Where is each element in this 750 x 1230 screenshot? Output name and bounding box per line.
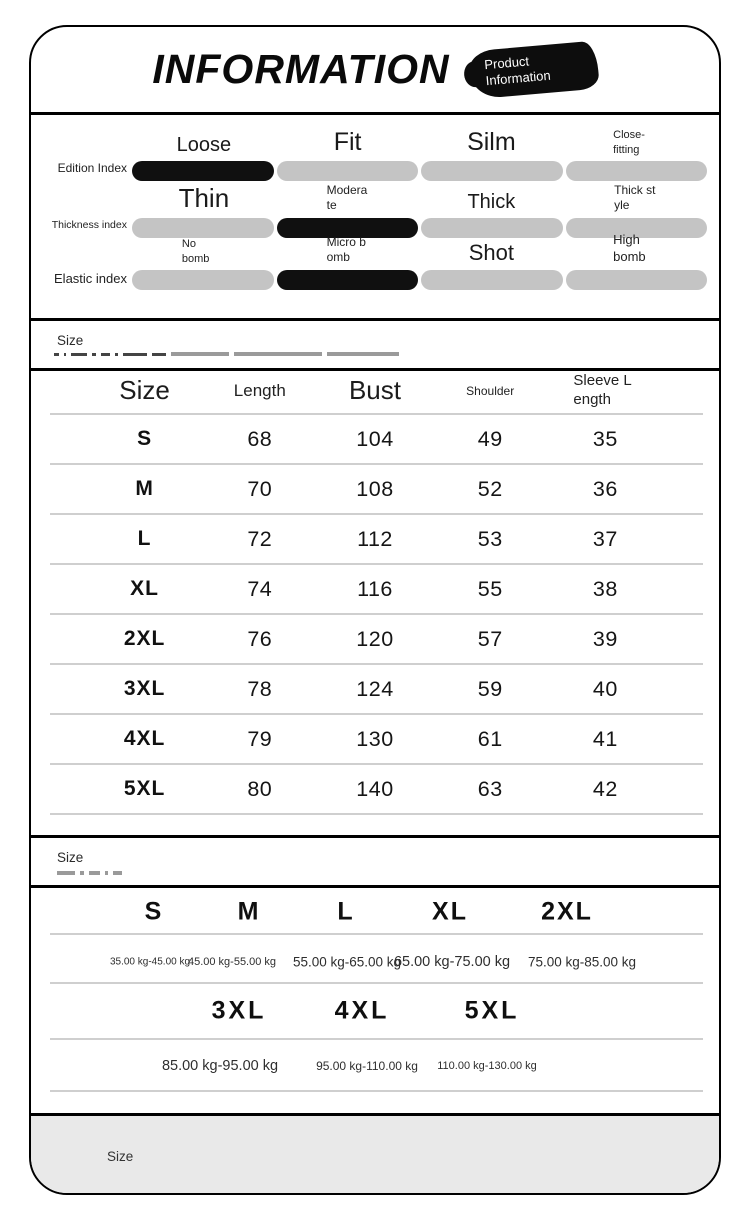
option-label: Thick style xyxy=(614,182,656,213)
table-row xyxy=(87,515,663,563)
thickness-index-label: Thickness index xyxy=(51,219,127,231)
index-bar xyxy=(132,270,274,290)
length-cell: 76 xyxy=(247,626,273,651)
shoulder-cell: 57 xyxy=(477,626,503,651)
weight-size-label: S xyxy=(144,897,164,926)
index-bar xyxy=(566,270,708,290)
column-header: Sleeve Length xyxy=(573,371,632,408)
header xyxy=(31,27,719,112)
weight-range: 55.00 kg-65.00 kg xyxy=(292,954,402,970)
weight-size-label: 4XL xyxy=(334,996,390,1025)
weight-size-label: L xyxy=(337,897,355,926)
size-cell: L xyxy=(137,527,152,550)
badge-line2: Information xyxy=(484,67,551,88)
option-label: Thin xyxy=(178,183,230,213)
size-cell: 5XL xyxy=(123,777,166,800)
table-row xyxy=(87,465,663,513)
length-cell: 78 xyxy=(247,676,273,701)
section-title: Size xyxy=(57,850,84,865)
shoulder-cell: 61 xyxy=(477,726,503,751)
product-information-badge xyxy=(468,40,600,99)
thickness-index-options xyxy=(132,174,707,214)
elastic-index-label: Elastic index xyxy=(54,271,127,286)
info-card xyxy=(29,25,721,1195)
edition-index-options xyxy=(132,117,707,157)
option-label: Close-fitting xyxy=(613,129,645,156)
option-label: Silm xyxy=(467,128,516,156)
length-cell: 80 xyxy=(247,776,273,801)
shoulder-cell: 53 xyxy=(477,526,503,551)
sleeve-cell: 41 xyxy=(592,726,618,751)
size-section-2-header xyxy=(31,835,719,885)
size-cell: XL xyxy=(130,577,160,600)
size-table xyxy=(31,368,719,815)
bust-cell: 130 xyxy=(356,726,394,751)
size-cell: 2XL xyxy=(123,627,166,650)
shoulder-cell: 52 xyxy=(477,476,503,501)
bust-cell: 124 xyxy=(356,676,394,701)
weight-range: 85.00 kg-95.00 kg xyxy=(161,1058,279,1074)
row-divider xyxy=(50,1090,703,1092)
shoulder-cell: 55 xyxy=(477,576,503,601)
sleeve-cell: 38 xyxy=(592,576,618,601)
weight-size-label: M xyxy=(237,897,261,926)
weight-size-label: XL xyxy=(432,897,468,926)
length-cell: 68 xyxy=(247,426,273,451)
index-bar-active xyxy=(277,270,419,290)
length-cell: 72 xyxy=(247,526,273,551)
sleeve-cell: 36 xyxy=(592,476,618,501)
bust-cell: 116 xyxy=(357,576,393,601)
row-divider xyxy=(50,813,703,815)
weight-chart xyxy=(31,885,719,1113)
footer-label: Size xyxy=(107,1149,134,1164)
length-cell: 74 xyxy=(247,576,273,601)
elastic-index-bars xyxy=(132,270,707,290)
size-table-header xyxy=(87,368,663,413)
bust-cell: 140 xyxy=(356,776,394,801)
clipped-text-fragment xyxy=(57,870,147,875)
weight-range: 110.00 kg-130.00 kg xyxy=(437,1060,537,1072)
bust-cell: 104 xyxy=(356,426,394,451)
row-divider xyxy=(50,982,703,984)
weight-size-label: 3XL xyxy=(211,996,267,1025)
option-label: Moderate xyxy=(326,182,368,213)
sleeve-cell: 35 xyxy=(592,426,618,451)
option-label: Thick xyxy=(467,191,516,213)
row-divider xyxy=(50,1038,703,1040)
bust-cell: 120 xyxy=(356,626,394,651)
column-header: Shoulder xyxy=(466,383,515,398)
size-cell: 4XL xyxy=(123,727,166,750)
length-cell: 70 xyxy=(247,476,273,501)
option-label: Fit xyxy=(333,128,362,156)
shoulder-cell: 63 xyxy=(477,776,503,801)
index-section xyxy=(31,112,719,318)
footer xyxy=(31,1113,719,1193)
elastic-index-options xyxy=(132,226,707,266)
table-row xyxy=(87,565,663,613)
size-section-1-header xyxy=(31,318,719,368)
weight-size-label: 2XL xyxy=(541,897,593,926)
size-cell: M xyxy=(135,477,154,500)
sleeve-cell: 40 xyxy=(592,676,618,701)
table-row xyxy=(87,415,663,463)
clipped-text-fragment xyxy=(54,351,414,356)
bust-cell: 108 xyxy=(356,476,394,501)
shoulder-cell: 59 xyxy=(477,676,503,701)
option-label: No bomb xyxy=(181,238,210,265)
size-cell: S xyxy=(137,427,153,450)
weight-range: 95.00 kg-110.00 kg xyxy=(316,1059,418,1073)
sleeve-cell: 39 xyxy=(592,626,618,651)
table-row xyxy=(87,715,663,763)
shoulder-cell: 49 xyxy=(477,426,503,451)
table-row xyxy=(87,665,663,713)
row-divider xyxy=(50,933,703,935)
option-label: Shot xyxy=(468,240,514,265)
bust-cell: 112 xyxy=(357,526,393,551)
weight-range: 65.00 kg-75.00 kg xyxy=(393,954,511,970)
option-label: Loose xyxy=(176,134,232,156)
elastic-index-row xyxy=(132,226,707,290)
weight-range: 35.00 kg-45.00 kg xyxy=(109,956,191,968)
table-row xyxy=(87,765,663,813)
weight-range: 45.00 kg-55.00 kg xyxy=(187,956,277,968)
table-row xyxy=(87,615,663,663)
page-title: INFORMATION xyxy=(152,46,450,92)
option-label: Micro bomb xyxy=(326,234,366,265)
sleeve-cell: 42 xyxy=(592,776,618,801)
section-title: Size xyxy=(57,333,84,348)
size-cell: 3XL xyxy=(123,677,166,700)
edition-index-label: Edition Index xyxy=(57,161,127,175)
edition-index-row xyxy=(132,117,707,181)
column-header: Bust xyxy=(348,375,401,405)
option-label: High bomb xyxy=(613,232,646,265)
length-cell: 79 xyxy=(247,726,273,751)
column-header: Length xyxy=(233,380,286,400)
weight-size-label: 5XL xyxy=(464,996,520,1025)
weight-range: 75.00 kg-85.00 kg xyxy=(527,954,637,970)
column-header: Size xyxy=(119,375,170,405)
index-bar xyxy=(421,270,563,290)
badge-line1: Product xyxy=(483,52,530,72)
sleeve-cell: 37 xyxy=(592,526,618,551)
